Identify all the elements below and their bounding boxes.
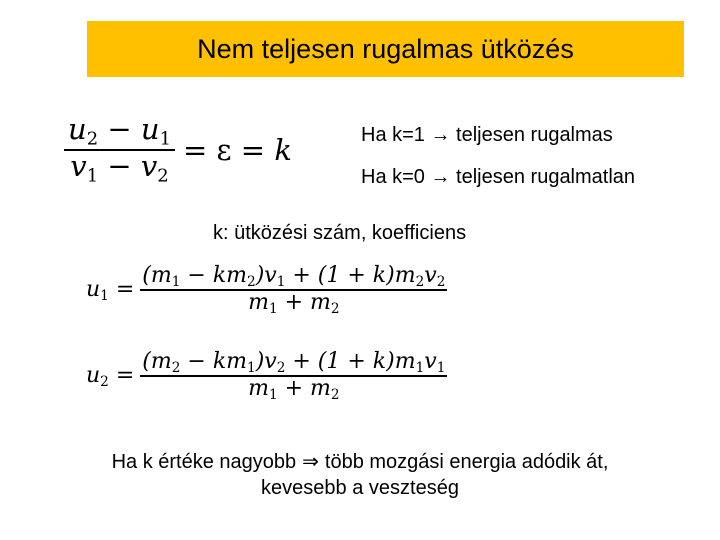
restitution-fraction <box>64 114 175 187</box>
u1-denominator: $m_1 + m_2$ <box>248 290 340 318</box>
u2-formula <box>86 350 447 403</box>
restitution-numerator: $u_2 - u_1$ <box>68 112 171 150</box>
u2-fraction <box>140 350 447 403</box>
u2-denominator: $m_1 + m_2$ <box>248 376 340 404</box>
restitution-denominator: $v_1 - v_2$ <box>70 149 169 187</box>
conclusion <box>0 448 720 501</box>
u2-numerator: $(m_2 - km_1)v_2 + (1 + k)m_1v_1$ <box>142 349 446 377</box>
restitution-result: = ε = k <box>183 133 292 168</box>
u1-formula <box>86 264 447 317</box>
k-symbol: k <box>274 133 292 168</box>
slide-title-bar <box>87 21 684 77</box>
epsilon-symbol: ε <box>216 133 232 168</box>
conclusion-line-1: Ha k értéke nagyobb ⇒ több mozgási energia adódik át, <box>111 449 609 473</box>
k-definition: k: ütközési szám, koefficiens <box>213 222 467 244</box>
case-k-equals-1: Ha k=1 → teljesen rugalmas <box>361 124 613 146</box>
u1-fraction <box>140 264 447 317</box>
case-k-equals-0: Ha k=0 → teljesen rugalmatlan <box>361 166 636 188</box>
conclusion-line-2: kevesebb a veszteség <box>261 477 459 499</box>
u2-lhs: $u_2$ = <box>86 362 135 390</box>
u1-lhs: $u_1$ = <box>86 276 135 304</box>
implies-arrow-icon: ⇒ <box>302 449 319 473</box>
restitution-equation <box>64 114 292 187</box>
u1-numerator: $(m_1 - km_2)v_1 + (1 + k)m_2v_2$ <box>142 263 446 291</box>
slide-title: Nem teljesen rugalmas ütközés <box>197 33 574 64</box>
